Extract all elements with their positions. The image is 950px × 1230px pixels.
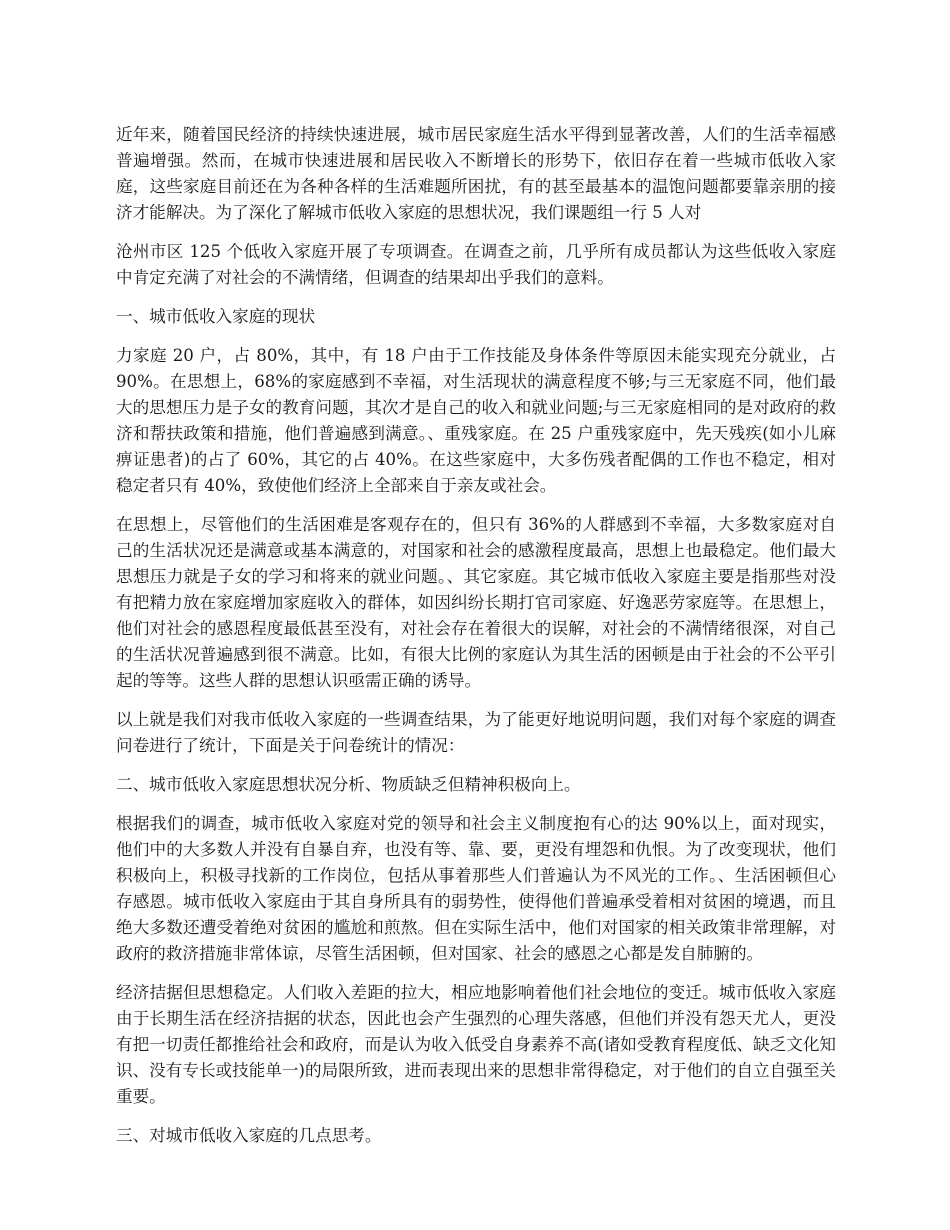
paragraph-thoughts: 在思想上，尽管他们的生活困难是客观存在的，但只有 36%的人群感到不幸福，大多数家庭对自己的生活状况还是满意或基本满意的，对国家和社会的感激程度最高，思想上也最稳定。他们最大思想压力就是子女的学习和将来的就业问题。、其它家庭。其它城市低收入家庭主要是指那些对没有把精力放在家庭增加家庭收入的群体，如因纠纷长期打官司家庭、好逸恶劳家庭等。在思想上，他们对社会的感恩程度最低甚至没有，对社会存在着很大的误解，对社会的不满情绪很深，对自己的生活状况普遍感到很不满意。比如，有很大比例的家庭认为其生活的困顿是由于社会的不公平引起的等等。这些人群的思想认识亟需正确的诱导。 — [116, 515, 836, 690]
paragraph-status: 力家庭 20 户，占 80%，其中，有 18 户由于工作技能及身体条件等原因未能实现充分就业，占 90%。在思想上，68%的家庭感到不幸福，对生活现状的满意程度不够;与三无家庭不同，他们最大的思想压力是子女的教育问题，其次才是自己的收入和就业问题;与三无家庭相同的是对政府的救济和帮扶政策和措施，他们普遍感到满意。、重残家庭。在 25 户重残家庭中，先天残疾(如小儿麻痹证患者)的占了 60%，其它的占 40%。在这些家庭中，大多伤残者配偶的工作也不稳定，相对稳定者只有 40%，致使他们经济上全部来自于亲友或社会。 — [116, 346, 836, 495]
paragraph-analysis: 根据我们的调查，城市低收入家庭对党的领导和社会主义制度抱有心的达 90%以上，面对现实，他们中的大多数人并没有自暴自弃，也没有等、靠、要，更没有埋怨和仇恨。为了改变现状，他们积极向上，积极寻找新的工作岗位，包括从事着那些人们普遍认为不风光的工作。、生活困顿但心存感恩。城市低收入家庭由于其自身所具有的弱势性，使得他们普遍承受着相对贫困的境遇，而且绝大多数还遭受着绝对贫困的尴尬和煎熬。但在实际生活中，他们对国家的相关政策非常理解，对政府的救济措施非常体谅，尽管生活困顿，但对国家、社会的感恩之心都是发自肺腑的。 — [116, 814, 836, 963]
paragraph-survey: 沧州市区 125 个低收入家庭开展了专项调查。在调查之前，几乎所有成员都认为这些低收入家庭中肯定充满了对社会的不满情绪，但调查的结果却出乎我们的意料。 — [116, 242, 836, 287]
section-heading-3: 三、对城市低收入家庭的几点思考。 — [116, 1126, 382, 1145]
section-heading-2: 二、城市低收入家庭思想状况分析、物质缺乏但精神积极向上。 — [116, 775, 581, 794]
paragraph-stability: 经济拮据但思想稳定。人们收入差距的拉大，相应地影响着他们社会地位的变迁。城市低收入家庭由于长期生活在经济拮据的状态，因此也会产生强烈的心理失落感，但他们并没有怨天尤人，更没有把一切责任都推给社会和政府，而是认为收入低受自身素养不高(诸如受教育程度低、缺乏文化知识、没有专长或技能单一)的局限所致，进而表现出来的思想非常得稳定，对于他们的自立自强至关重要。 — [116, 983, 837, 1106]
section-heading-1: 一、城市低收入家庭的现状 — [116, 307, 316, 326]
document-body — [116, 122, 836, 1162]
paragraph-summary: 以上就是我们对我市低收入家庭的一些调查结果，为了能更好地说明问题，我们对每个家庭的调查问卷进行了统计，下面是关于问卷统计的情况： — [116, 710, 836, 755]
paragraph-intro: 近年来，随着国民经济的持续快速进展，城市居民家庭生活水平得到显著改善，人们的生活幸福感普遍增强。然而，在城市快速进展和居民收入不断增长的形势下，依旧存在着一些城市低收入家庭，这些家庭目前还在为各种各样的生活难题所困扰，有的甚至最基本的温饱问题都要靠亲朋的接济才能解决。为了深化了解城市低收入家庭的思想状况，我们课题组一行 5 人对 — [116, 125, 836, 222]
